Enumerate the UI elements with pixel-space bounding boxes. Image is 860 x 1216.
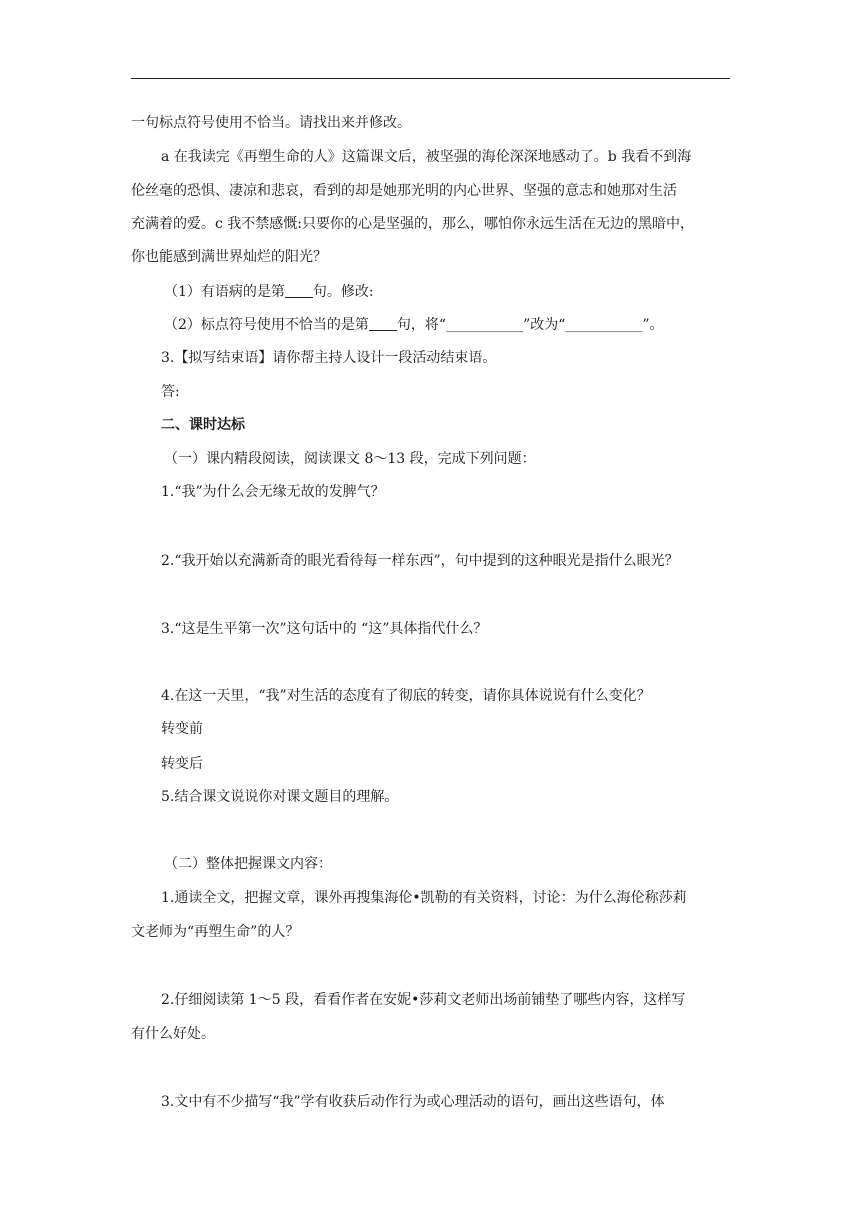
subsection-heading: （二）整体把握课文内容： bbox=[164, 856, 332, 872]
text-line: 转变后 bbox=[161, 756, 203, 772]
question-line: 3.文中有不少描写“我”学有收获后动作行为或心理活动的语句，画出这些语句，体 bbox=[161, 1094, 665, 1110]
question-line: 3.“这是生平第一次”这句话中的 “这”具体指代什么？ bbox=[161, 621, 488, 637]
text-line: 你也能感到满世界灿烂的阳光？ bbox=[131, 249, 327, 265]
question-line: 1.“我”为什么会无缘无故的发脾气？ bbox=[161, 484, 385, 500]
question-2-suffix: 句，将“___________”改为“___________”。 bbox=[396, 317, 664, 333]
subsection-heading: （一）课内精段阅读，阅读课文 8～13 段，完成下列问题： bbox=[164, 451, 536, 467]
text-line: 答: bbox=[161, 384, 180, 400]
text-line: 有什么好处。 bbox=[131, 1026, 215, 1042]
question-line: 4.在这一天里，“我”对生活的态度有了彻底的转变，请你具体说说有什么变化？ bbox=[161, 688, 651, 704]
question-line: 2.仔细阅读第 1～5 段，看看作者在安妮•莎莉文老师出场前铺垫了哪些内容，这样写 bbox=[161, 992, 686, 1008]
text-line: a 在我读完《再塑生命的人》这篇课文后，被坚强的海伦深深地感动了。b 我看不到海 bbox=[161, 149, 692, 165]
question-line: 5.结合课文说说你对课文题目的理解。 bbox=[161, 789, 399, 805]
question-1-line bbox=[164, 282, 374, 302]
question-2-prefix: （2）标点符号使用不恰当的是第 bbox=[164, 317, 369, 333]
text-line: 一句标点符号使用不恰当。请找出来并修改。 bbox=[131, 115, 411, 131]
text-line: 伦丝毫的恐惧、凄凉和悲哀，看到的却是她那光明的内心世界、坚强的意志和她那对生活 bbox=[131, 183, 677, 199]
section-heading: 二、课时达标 bbox=[161, 417, 245, 433]
text-line: 充满着的爱。c 我不禁感慨:只要你的心是坚强的，那么，哪怕你永远生活在无边的黑暗中， bbox=[131, 216, 695, 232]
answer-blank[interactable] bbox=[285, 283, 313, 298]
text-line: 3.【拟写结束语】请你帮主持人设计一段活动结束语。 bbox=[161, 350, 497, 366]
text-line: 文老师为“再塑生命”的人？ bbox=[131, 924, 300, 940]
answer-blank[interactable] bbox=[369, 316, 397, 331]
question-line: 1.通读全文，把握文章，课外再搜集海伦•凯勒的有关资料，讨论：为什么海伦称莎莉 bbox=[161, 890, 687, 906]
question-line: 2.“我开始以充满新奇的眼光看待每一样东西”，句中提到的这种眼光是指什么眼光？ bbox=[161, 553, 679, 569]
header-rule bbox=[131, 78, 730, 79]
question-1-suffix: 句。修改: bbox=[312, 284, 374, 300]
question-2-line bbox=[164, 315, 664, 335]
question-1-prefix: （1）有语病的是第 bbox=[164, 284, 285, 300]
text-line: 转变前 bbox=[161, 721, 203, 737]
